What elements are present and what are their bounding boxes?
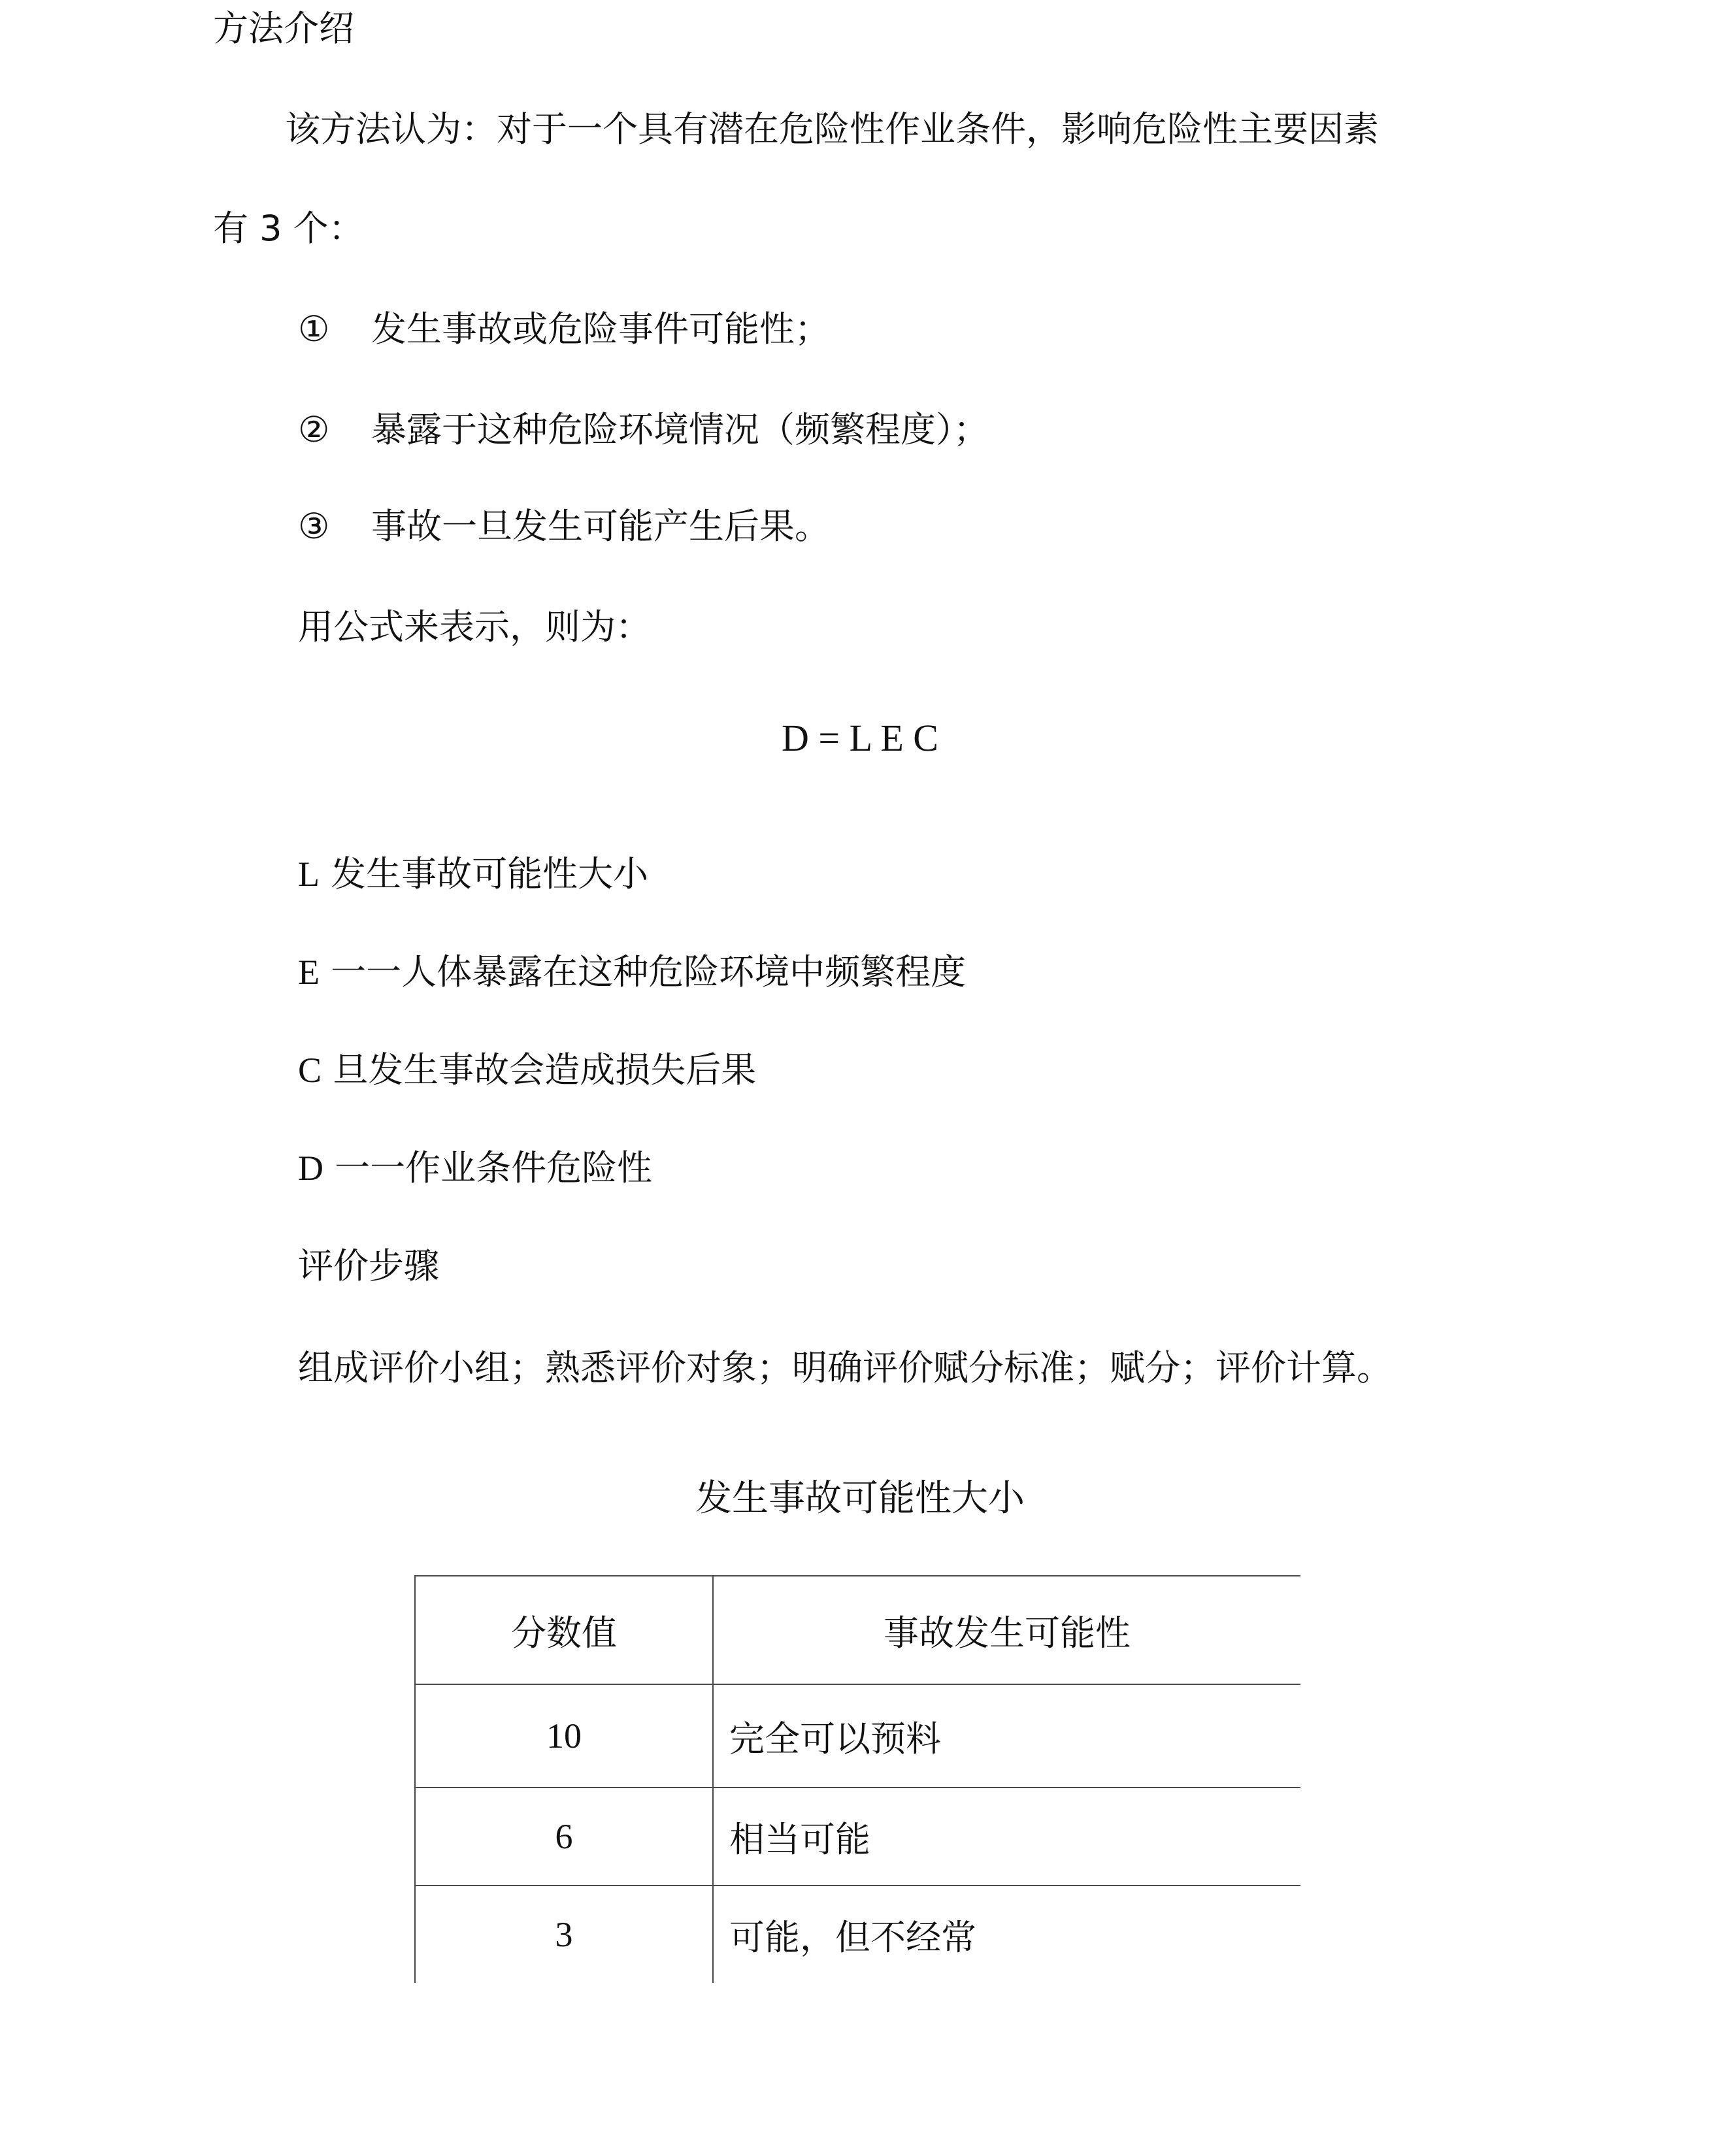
factor-text-2: 暴露于这种危险环境情况（频繁程度）； (371, 409, 989, 450)
factor-item-1 (298, 308, 830, 350)
table-title: 发生事故可能性大小 (695, 1477, 1025, 1520)
table-cell-description: 相当可能 (713, 1788, 1300, 1886)
definition-text-d: 一一作业条件危险性 (335, 1147, 653, 1188)
table-cell-description: 完全可以预料 (713, 1684, 1300, 1788)
table-row (415, 1684, 1300, 1788)
table-cell-score: 10 (415, 1684, 713, 1788)
definition-text-e: 一一人体暴露在这种危险环境中频繁程度 (331, 951, 967, 992)
steps-heading: 评价步骤 (298, 1245, 439, 1286)
formula-intro: 用公式来表示，则为： (298, 606, 651, 647)
likelihood-table (414, 1575, 1300, 1983)
intro-paragraph-line-1: 该方法认为：对于一个具有潜在危险性作业条件，影响危险性主要因素 (285, 108, 1379, 150)
definition-d (298, 1147, 652, 1189)
table-cell-description: 可能，但不经常 (713, 1886, 1300, 1983)
factor-item-2 (298, 409, 989, 451)
formula: D = L E C (782, 717, 938, 759)
definition-symbol-e: E (298, 953, 320, 992)
table-row (415, 1788, 1300, 1886)
table-cell-score: 6 (415, 1788, 713, 1886)
table-row (415, 1886, 1300, 1983)
factor-item-3 (298, 506, 830, 547)
table-header-score: 分数值 (415, 1576, 713, 1684)
definition-symbol-l: L (298, 855, 320, 894)
section-title: 方法介绍 (213, 8, 354, 49)
steps-text: 组成评价小组；熟悉评价对象；明确评价赋分标准；赋分；评价计算。 (298, 1347, 1392, 1388)
factor-marker-1: ① (298, 308, 330, 350)
definition-symbol-d: D (298, 1149, 323, 1188)
table-header-row (415, 1576, 1300, 1684)
definition-symbol-c: C (298, 1051, 322, 1090)
likelihood-table-frame (414, 1575, 1300, 1983)
factor-marker-3: ③ (298, 506, 330, 547)
intro-paragraph-line-2: 有 3 个： (213, 208, 364, 249)
definition-e (298, 951, 966, 993)
table-cell-score: 3 (415, 1886, 713, 1983)
factor-marker-2: ② (298, 409, 330, 450)
factor-text-3: 事故一旦发生可能产生后果。 (371, 506, 830, 547)
definition-c (298, 1049, 756, 1091)
factor-text-1: 发生事故或危险事件可能性； (371, 308, 830, 350)
definition-text-c: 旦发生事故会造成损失后果 (333, 1049, 757, 1090)
definition-l (298, 853, 648, 895)
definition-text-l: 发生事故可能性大小 (331, 853, 649, 894)
table-header-likelihood: 事故发生可能性 (713, 1576, 1300, 1684)
